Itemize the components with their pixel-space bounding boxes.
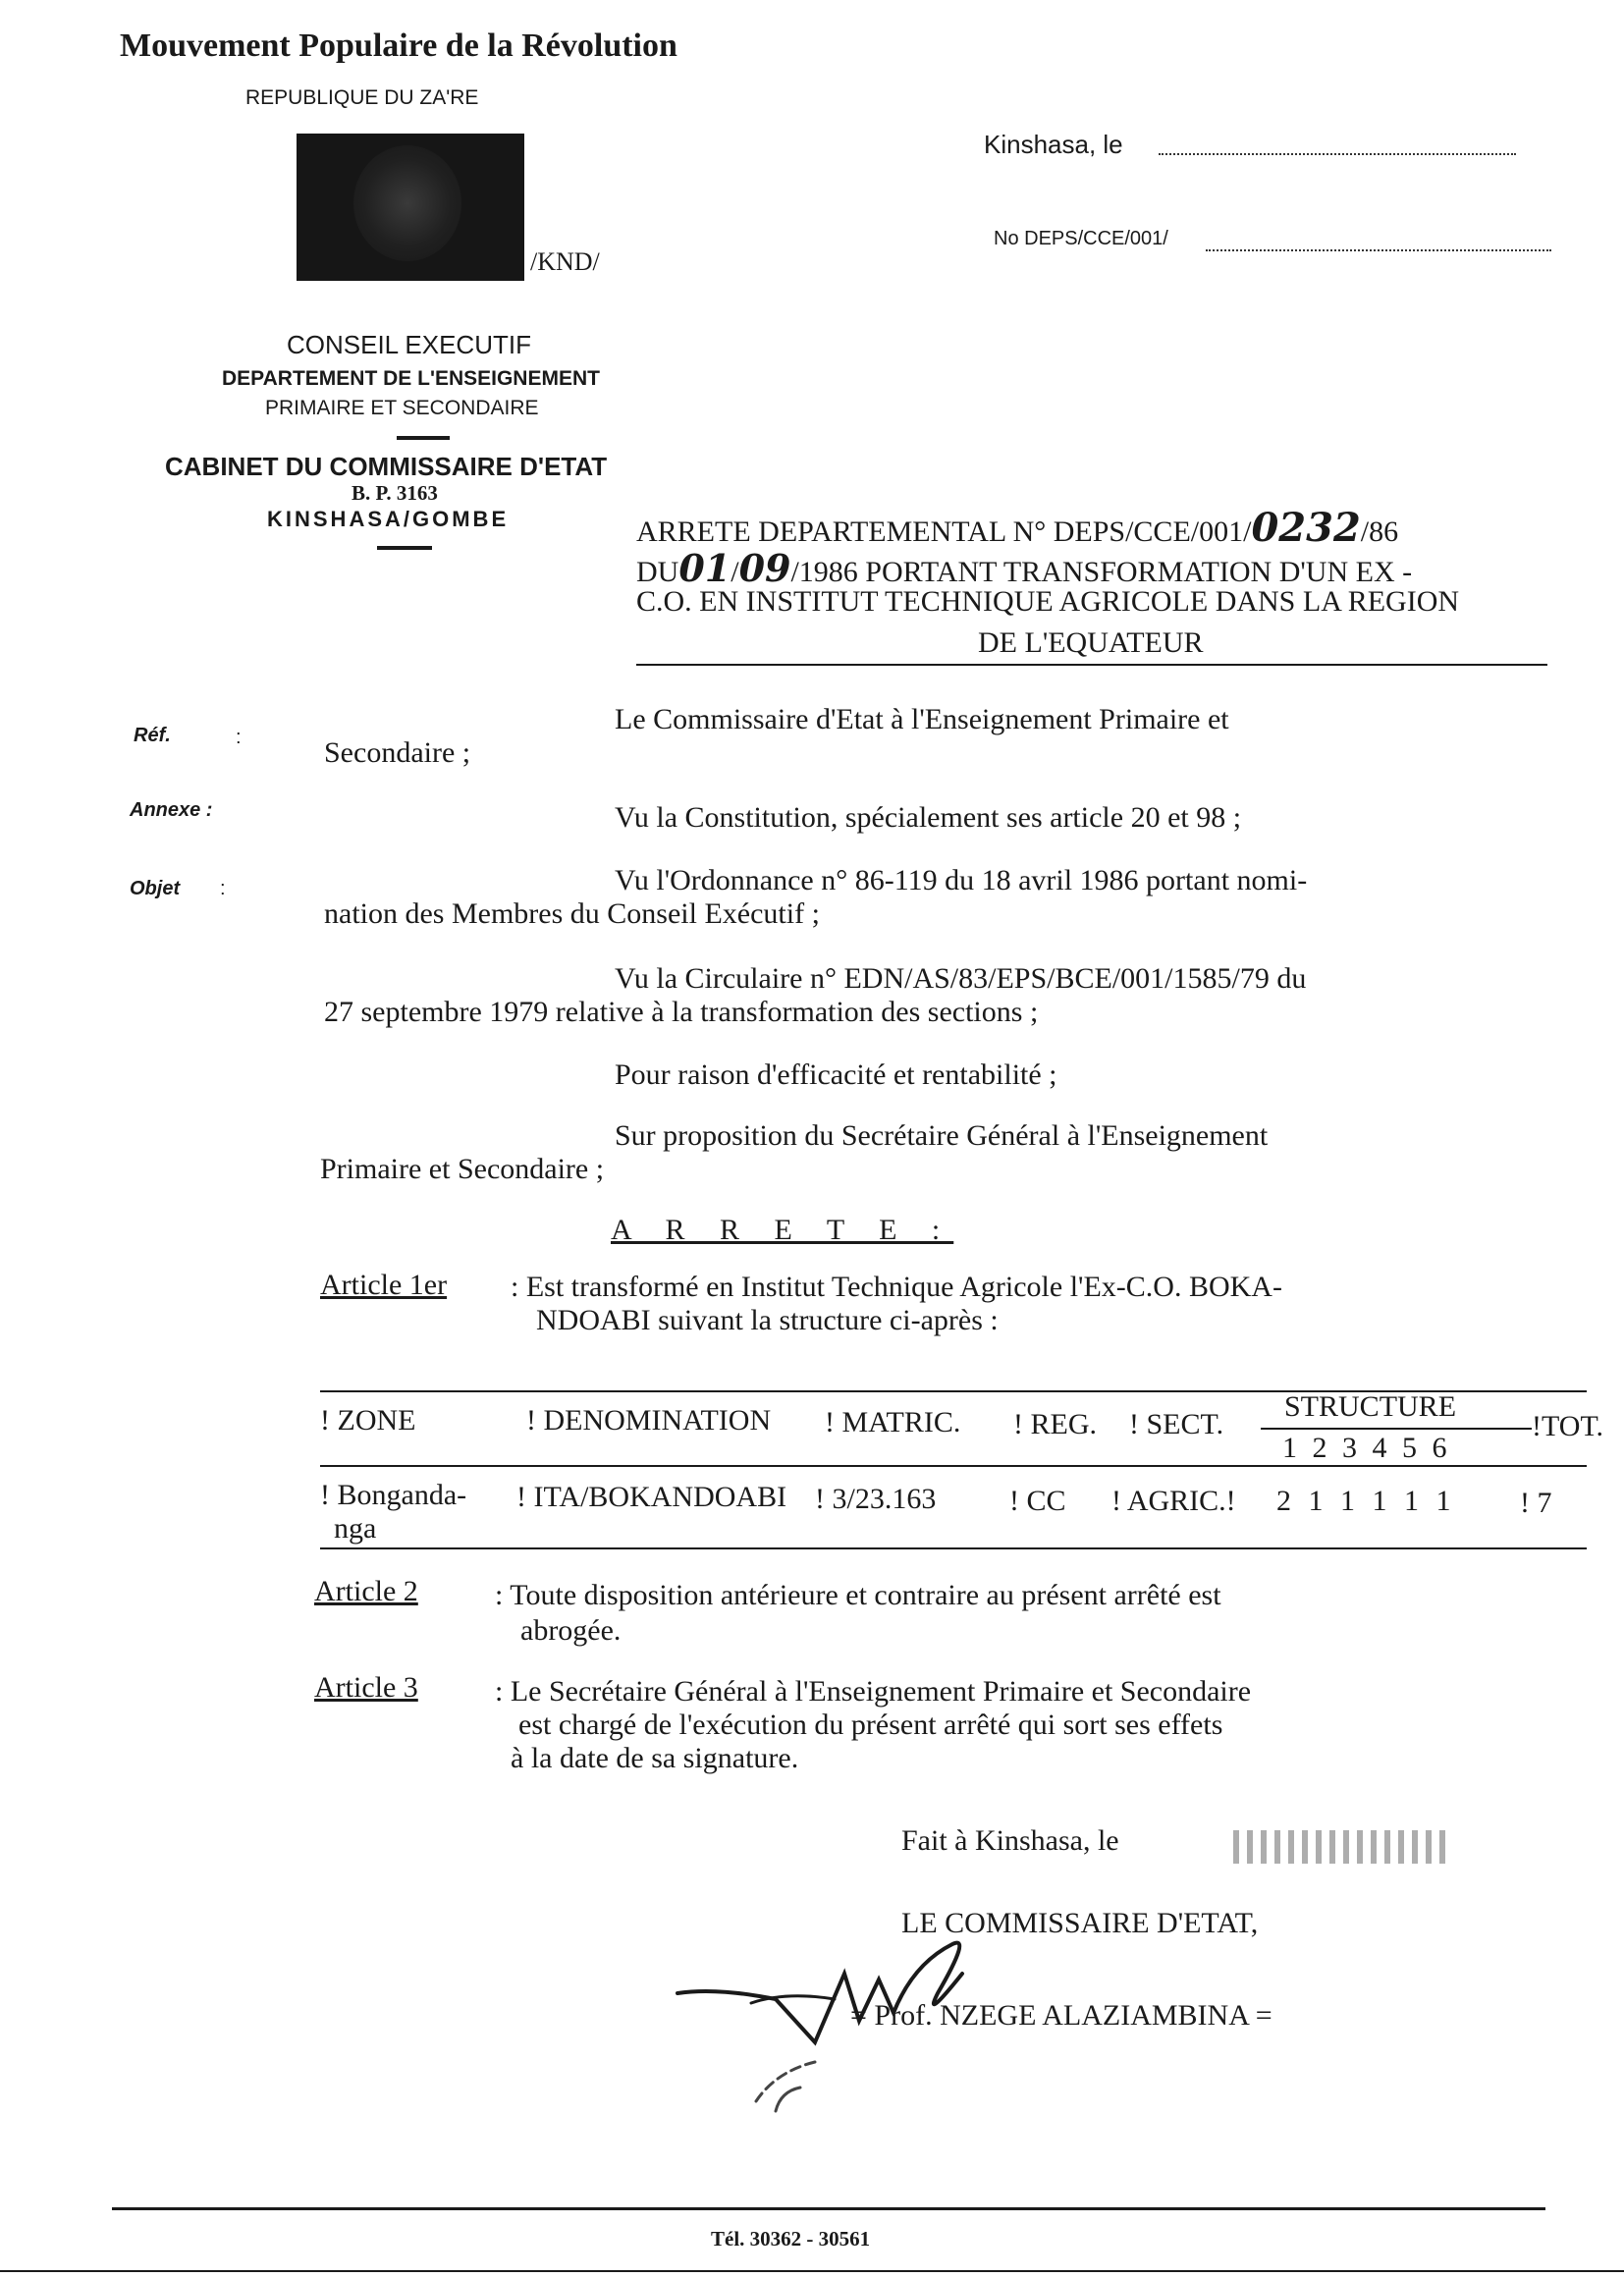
- preamble-6-line2: Primaire et Secondaire ;: [320, 1153, 605, 1185]
- table-header-rule: [320, 1465, 1587, 1467]
- city-label: KINSHASA/GOMBE: [267, 507, 510, 531]
- title-line1: [636, 505, 1398, 551]
- preamble-2: Vu la Constitution, spécialement ses article 20 et 98 ;: [615, 801, 1242, 834]
- preamble-6-line1: Sur proposition du Secrétaire Général à l'Enseignement: [615, 1119, 1269, 1152]
- article-3-line1: : Le Secrétaire Général à l'Enseignement Primaire et Secondaire: [495, 1675, 1252, 1708]
- seal-emblem: [353, 145, 461, 261]
- header-divider-2: [377, 546, 432, 550]
- title-line4: DE L'EQUATEUR: [978, 626, 1204, 659]
- article-2-label: Article 2: [314, 1575, 418, 1607]
- table-row-reg: ! CC: [1009, 1485, 1066, 1517]
- preamble-3-line2: nation des Membres du Conseil Exécutif ;: [324, 897, 820, 930]
- title-du: DU: [636, 556, 679, 588]
- department-line1: DEPARTEMENT DE L'ENSEIGNEMENT: [222, 367, 600, 390]
- table-header-reg: ! REG.: [1013, 1408, 1097, 1440]
- header-divider-1: [397, 436, 450, 440]
- table-header-sect: ! SECT.: [1129, 1408, 1224, 1440]
- table-row-sect: ! AGRIC.!: [1111, 1485, 1236, 1517]
- kinshasa-date-label: Kinshasa, le: [984, 130, 1123, 159]
- page-bottom-rule: [0, 2270, 1624, 2272]
- table-header-structure-digits: 1 2 3 4 5 6: [1282, 1432, 1451, 1464]
- table-row-matric: ! 3/23.163: [815, 1483, 937, 1515]
- table-row-zone: ! Bonganda-: [320, 1479, 467, 1511]
- handwritten-number: 0232: [1251, 505, 1361, 551]
- article-1-label: Article 1er: [320, 1269, 448, 1301]
- po-box: B. P. 3163: [352, 481, 438, 505]
- handwritten-day: 01: [678, 546, 731, 590]
- reference-fill-line: [1206, 249, 1551, 251]
- preamble-3-line1: Vu l'Ordonnance n° 86-119 du 18 avril 1986 portant nomi-: [615, 864, 1308, 896]
- article-3-label: Article 3: [314, 1671, 418, 1704]
- annexe-label: Annexe :: [130, 799, 213, 821]
- cabinet-label: CABINET DU COMMISSAIRE D'ETAT: [165, 452, 608, 481]
- table-row-structure: 2 1 1 1 1 1: [1276, 1485, 1456, 1517]
- council-label: CONSEIL EXECUTIF: [287, 330, 531, 359]
- footer-rule: [112, 2207, 1545, 2210]
- table-header-matric: ! MATRIC.: [825, 1406, 961, 1438]
- article-2-line2: abrogée.: [520, 1614, 622, 1647]
- article-1-line1: : Est transformé en Institut Technique Agricole l'Ex-C.O. BOKA-: [511, 1271, 1282, 1303]
- table-row-denomination: ! ITA/BOKANDOABI: [516, 1481, 787, 1513]
- preamble-1-line1: Le Commissaire d'Etat à l'Enseignement Primaire et: [615, 703, 1229, 735]
- title-line3: C.O. EN INSTITUT TECHNIQUE AGRICOLE DANS LA REGION: [636, 585, 1460, 618]
- table-header-tot: !TOT.: [1532, 1410, 1604, 1442]
- title-underline: [636, 664, 1547, 666]
- date-fill-line: [1159, 153, 1516, 155]
- objet-colon: :: [220, 878, 226, 899]
- handwritten-month: 09: [738, 546, 791, 590]
- movement-title: Mouvement Populaire de la Révolution: [120, 27, 677, 64]
- reference-number-label: No DEPS/CCE/001/: [994, 228, 1168, 249]
- objet-label: Objet: [130, 878, 181, 899]
- table-header-zone: ! ZONE: [320, 1404, 416, 1437]
- article-3-line3: à la date de sa signature.: [511, 1742, 799, 1774]
- table-row-total: ! 7: [1520, 1487, 1552, 1519]
- article-3-line2: est chargé de l'exécution du présent arrêté qui sort ses effets: [518, 1708, 1223, 1741]
- ref-label: Réf.: [134, 725, 171, 746]
- republic-label: REPUBLIQUE DU ZA'RE: [245, 86, 479, 109]
- article-1-line2: NDOABI suivant la structure ci-après :: [536, 1304, 999, 1336]
- preamble-5: Pour raison d'efficacité et rentabilité ;: [615, 1058, 1057, 1091]
- table-row-zone-continued: nga: [334, 1512, 377, 1545]
- signatory-name: = Prof. NZEGE ALAZIAMBINA =: [850, 1999, 1272, 2032]
- preamble-4-line1: Vu la Circulaire n° EDN/AS/83/EPS/BCE/001/1585/79 du: [615, 962, 1307, 995]
- structure-divider: [1261, 1428, 1532, 1430]
- title-line2: DU01/09/1986 PORTANT TRANSFORMATION D'UN EX -: [636, 546, 1413, 590]
- handwritten-signature: [658, 1905, 1051, 2131]
- title-prefix: ARRETE DEPARTEMENTAL N° DEPS/CCE/001/: [636, 515, 1252, 548]
- commissaire-title: LE COMMISSAIRE D'ETAT,: [901, 1907, 1259, 1939]
- title-line2-rest: /1986 PORTANT TRANSFORMATION D'UN EX -: [790, 556, 1413, 588]
- arrete-heading: A R R E T E :: [611, 1214, 954, 1246]
- footer-telephone: Tél. 30362 - 30561: [711, 2227, 871, 2251]
- preamble-1-line2: Secondaire ;: [324, 736, 471, 769]
- preamble-4-line2: 27 septembre 1979 relative à la transformation des sections ;: [324, 996, 1039, 1028]
- title-year: /86: [1360, 515, 1399, 548]
- date-stamp: [1233, 1830, 1451, 1864]
- ref-colon: :: [236, 727, 242, 748]
- article-2-line1: : Toute disposition antérieure et contraire au présent arrêté est: [495, 1579, 1221, 1611]
- fait-a-kinshasa: Fait à Kinshasa, le: [901, 1824, 1119, 1857]
- table-bottom-rule: [320, 1547, 1587, 1549]
- table-header-denomination: ! DENOMINATION: [526, 1404, 772, 1437]
- department-line2: PRIMAIRE ET SECONDAIRE: [265, 397, 539, 419]
- seal-suffix: /KND/: [530, 247, 600, 276]
- table-header-structure: STRUCTURE: [1284, 1390, 1457, 1423]
